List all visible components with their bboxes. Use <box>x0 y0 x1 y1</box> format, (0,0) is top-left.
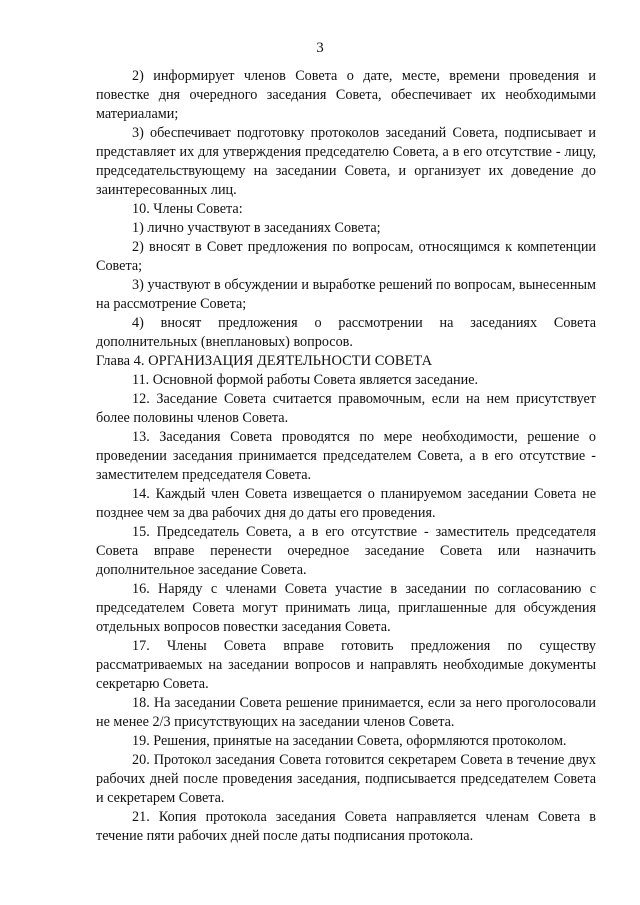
paragraph: 10. Члены Совета: <box>132 201 243 217</box>
paragraph: 17. Члены Совета вправе готовить предложения по существу рассматриваемых на заседании вопросов и направлять необходимые документы секретарю Совета. <box>96 638 596 692</box>
chapter-title: Глава 4. ОРГАНИЗАЦИЯ ДЕЯТЕЛЬНОСТИ СОВЕТА <box>96 353 433 369</box>
paragraph: 2) информирует членов Совета о дате, месте, времени проведения и повестке дня очередного заседания Совета, обеспечивает их необходимыми материалами; <box>96 68 596 122</box>
paragraph: 3) участвуют в обсуждении и выработке решений по вопросам, вынесенным на рассмотрение Совета; <box>96 277 596 312</box>
document-body <box>96 67 596 846</box>
page-number: 3 <box>316 40 324 56</box>
paragraph: 2) вносят в Совет предложения по вопросам, относящимся к компетенции Совета; <box>96 239 596 274</box>
paragraph: 18. На заседании Совета решение принимается, если за него проголосовали не менее 2/3 присутствующих на заседании членов Совета. <box>96 695 596 730</box>
paragraph: 11. Основной формой работы Совета является заседание. <box>132 372 479 388</box>
paragraph: 4) вносят предложения о рассмотрении на заседаниях Совета дополнительных (внеплановых) вопросов. <box>96 315 596 350</box>
paragraph: 19. Решения, принятые на заседании Совета, оформляются протоколом. <box>132 733 567 749</box>
paragraph: 3) обеспечивает подготовку протоколов заседаний Совета, подписывает и представляет их для утверждения председателю Совета, а в его отсутствие - лицу, председательствующему на заседании Совета, и организует их доведение до заинтересованных лиц. <box>96 125 596 198</box>
paragraph: 12. Заседание Совета считается правомочным, если на нем присутствует более половины членов Совета. <box>96 391 596 426</box>
paragraph: 13. Заседания Совета проводятся по мере необходимости, решение о проведении заседания принимается председателем Совета, а в его отсутствие - заместителем председателя Совета. <box>96 429 596 483</box>
paragraph: 14. Каждый член Совета извещается о планируемом заседании Совета не позднее чем за два рабочих дня до даты его проведения. <box>96 486 596 521</box>
paragraph: 15. Председатель Совета, а в его отсутствие - заместитель председателя Совета вправе перенести очередное заседание Совета или назначить дополнительное заседание Совета. <box>96 524 596 578</box>
paragraph: 16. Наряду с членами Совета участие в заседании по согласованию с председателем Совета могут принимать лица, приглашенные для обсуждения отдельных вопросов повестки заседания Совета. <box>96 581 596 635</box>
paragraph: 21. Копия протокола заседания Совета направляется членам Совета в течение пяти рабочих дней после даты подписания протокола. <box>96 809 596 844</box>
paragraph: 1) лично участвуют в заседаниях Совета; <box>132 220 381 236</box>
paragraph: 20. Протокол заседания Совета готовится секретарем Совета в течение двух рабочих дней после проведения заседания, подписывается председателем Совета и секретарем Совета. <box>96 752 596 806</box>
